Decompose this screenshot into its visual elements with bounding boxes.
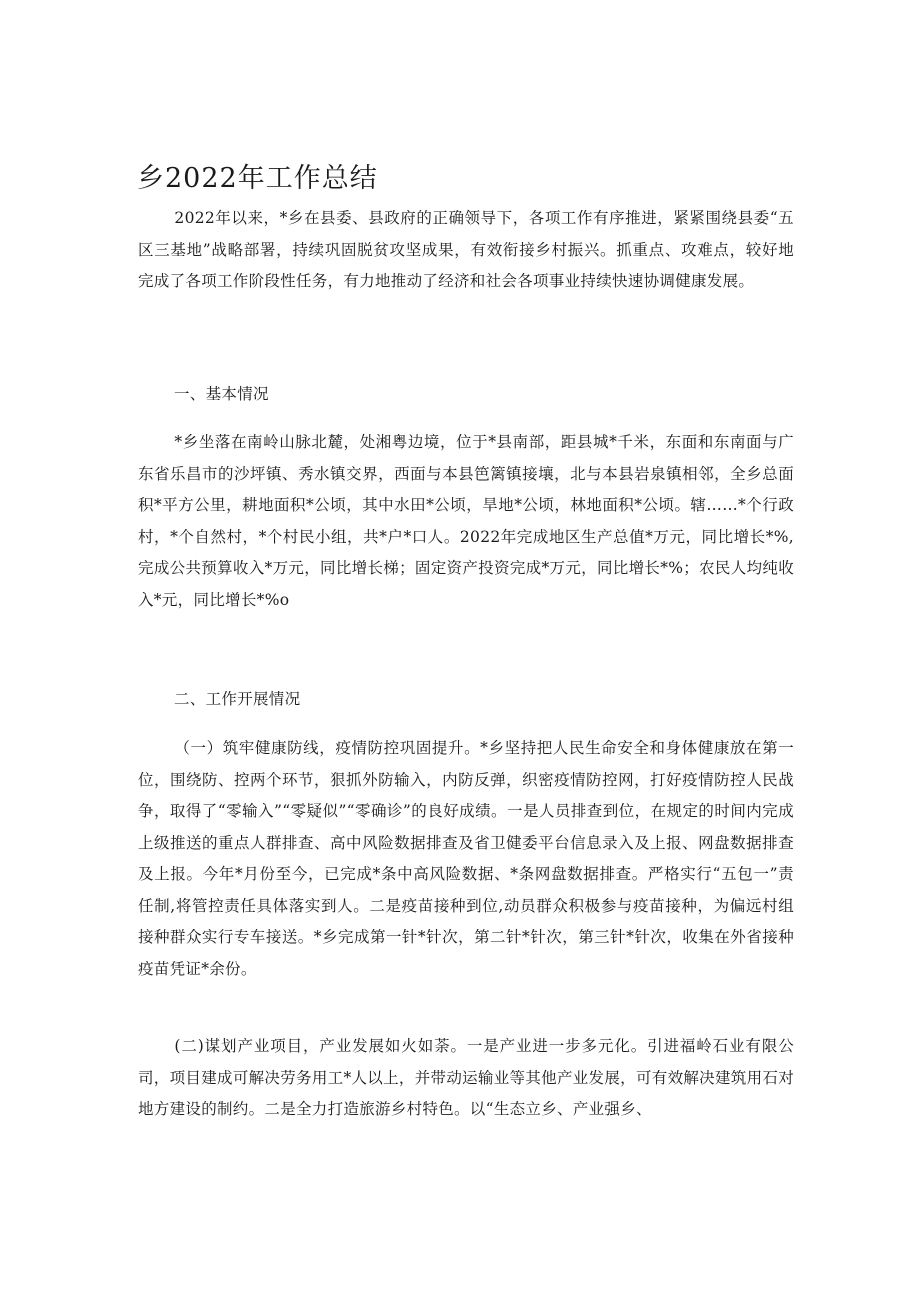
document-title: 乡2022年工作总结 — [137, 163, 378, 195]
section-heading-work-progress: 二、工作开展情况 — [174, 690, 301, 708]
intro-paragraph: 2022年以来，*乡在县委、县政府的正确领导下，各项工作有序推进，紧紧围绕县委“五区三基地”战略部署，持续巩固脱贫攻坚成果，有效衔接乡村振兴。抓重点、攻难点，较好地完成了各项工作阶段性任务，有力地推动了经济和社会各项事业持续快速协调健康发展。 — [138, 209, 794, 290]
basic-situation-paragraph: *乡坐落在南岭山脉北麓，处湘粤边境，位于*县南部，距县城*千米，东面和东南面与广东省乐昌市的沙坪镇、秀水镇交界，西面与本县笆篱镇接壤，北与本县岩泉镇相邻，全乡总面积*平方公里，耕地面积*公顷，其中水田*公顷，旱地*公顷，林地面积*公顷。辖……*个行政村，*个自然村，*个村民小组，共*户*口人。2022年完成地区生产总值*万元，同比增长*%,完成公共预算收入*万元，同比增长梯；固定资产投资完成*万元，同比增长*%；农民人均纯收入*元，同比增长*%o — [138, 433, 794, 609]
section-heading-basic-situation: 一、基本情况 — [174, 385, 269, 403]
industry-project-paragraph: (二)谋划产业项目，产业发展如火如荼。一是产业进一步多元化。引进福岭石业有限公司，项目建成可解决劳务用工*人以上，并带动运输业等其他产业发展，可有效解决建筑用石对地方建设的制约。二是全力打造旅游乡村特色。以“生态立乡、产业强乡、 — [138, 1037, 794, 1118]
epidemic-prevention-paragraph: （一）筑牢健康防线，疫情防控巩固提升。*乡坚持把人民生命安全和身体健康放在第一位，围绕防、控两个环节，狠抓外防输入，内防反弹，织密疫情防控网，打好疫情防控人民战争，取得了“零输入”“零疑似”“零确诊”的良好成绩。一是人员排查到位，在规定的时间内完成上级推送的重点人群排查、高中风险数据排查及省卫健委平台信息录入及上报、网盘数据排查及上报。今年*月份至今，已完成*条中高风险数据、*条网盘数据排查。严格实行“五包一”责任制,将管控责任具体落实到人。二是疫苗接种到位,动员群众积极参与疫苗接种，为偏远村组接种群众实行专车接送。*乡完成第一针*针次，第二针*针次，第三针*针次，收集在外省接种疫苗凭证*余份。 — [138, 739, 794, 978]
